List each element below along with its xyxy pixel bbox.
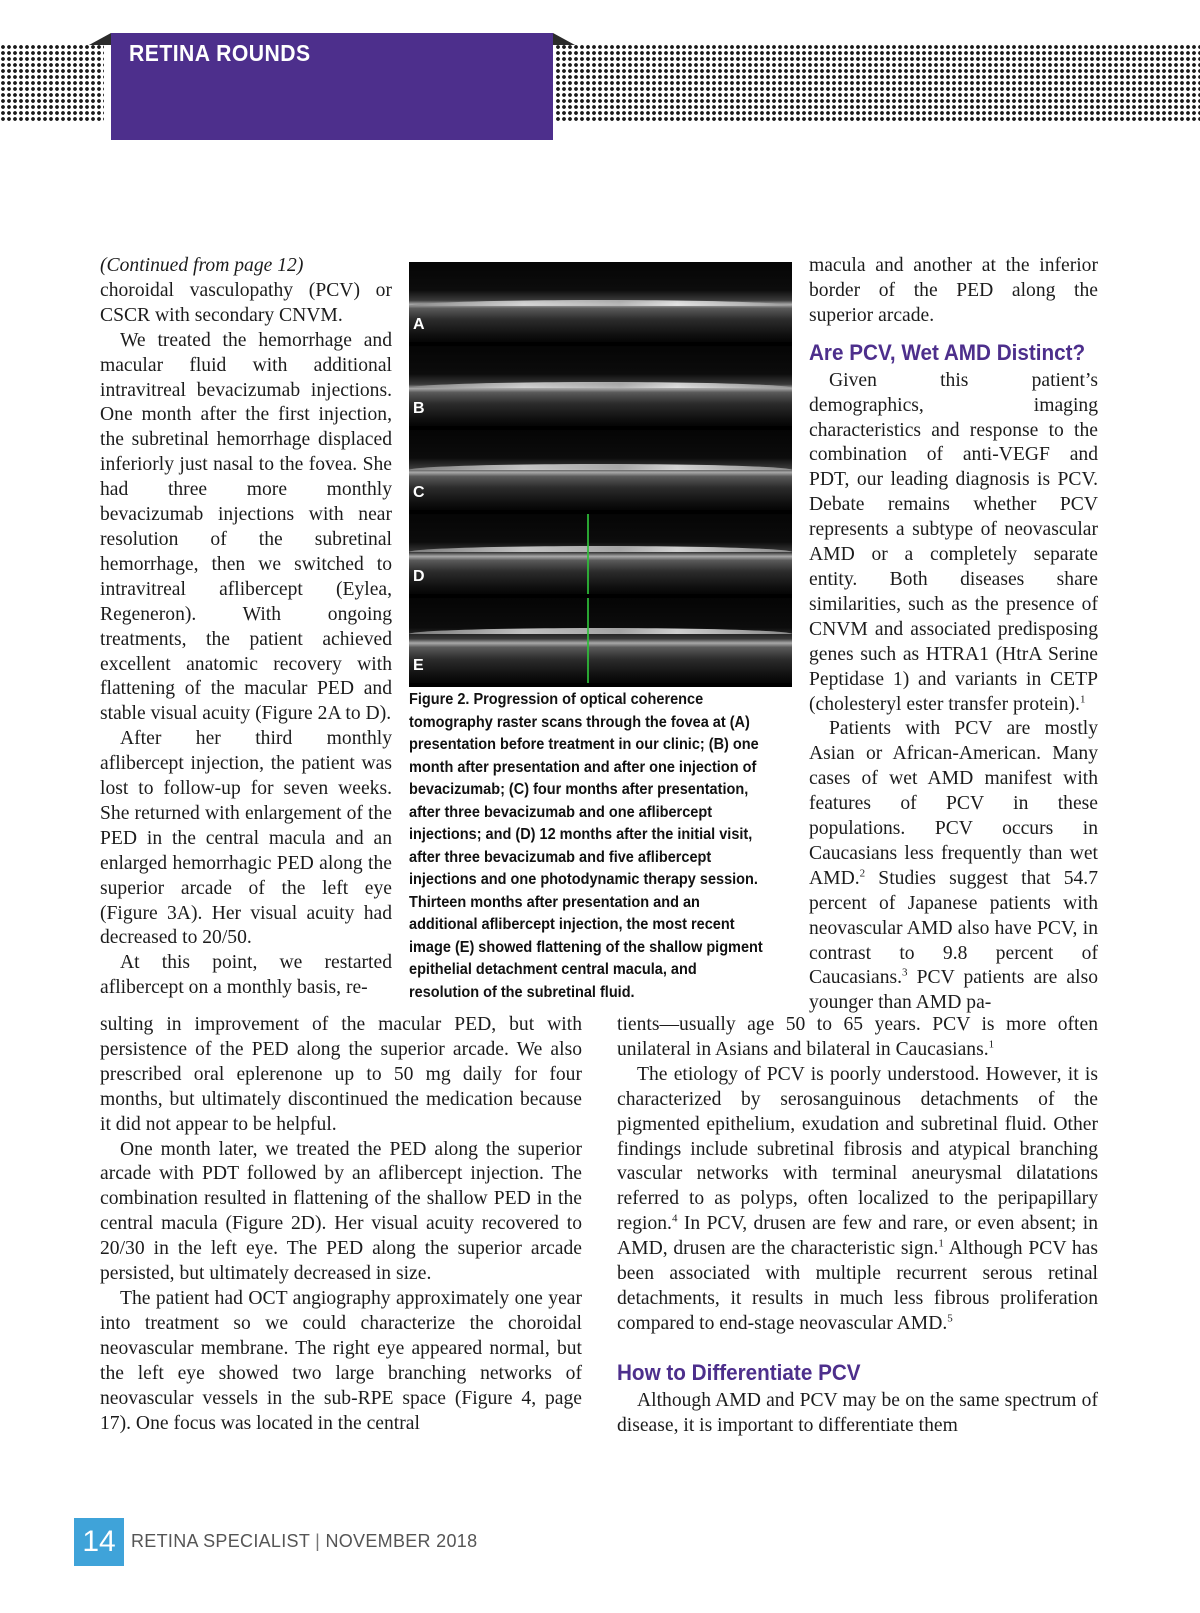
oct-scan-e [409,598,792,687]
section-heading: How to Differentiate PCV [617,1359,861,1385]
footer-separator: | [315,1531,321,1551]
right-column [809,254,1098,1016]
issue-date: NOVEMBER 2018 [325,1531,478,1551]
panel-label: B [413,400,425,417]
panel-label: D [413,568,425,585]
citation: 4 [671,1212,678,1225]
paragraph: The patient had OCT angiography approximately one year into treatment so we could characterize the choroidal neovascular membrane. The right eye appeared normal, but the left eye showed two large branching networks of neovascular vessels in the sub-RPE space (Figure 4, page 17). One focus was located in the central [100,1287,582,1434]
bottom-left-column [100,1013,582,1436]
section-heading: Are PCV, Wet AMD Distinct? [809,339,1086,365]
panel-label: E [413,657,424,674]
citation: 3 [902,966,908,979]
header-dot-pattern-right [555,44,1200,122]
page-number: 14 [74,1518,124,1566]
panel-label: C [413,484,425,501]
paragraph: Given this patient’s demographics, imaging characteristics and response to the combination of anti-VEGF and PDT, our leading diagnosis is PCV. Debate remains whether PCV represents a subtype of neovascular AMD or a completely separate entity. Both diseases share similarities, such as the presence of CNVM and associated predisposing genes such as HTRA1 (HtrA Serine Peptidase 1) and variants in CETP (cholesteryl ester transfer protein).$^1$ [809,369,1098,715]
paragraph: We treated the hemorrhage and macular fluid with additional intravitreal bevacizumab injections. One month after the first injection, the subretinal hemorrhage displaced inferiorly just nasal to the fovea. She had three more monthly bevacizumab injections with near resolution of the subretinal hemorrhage, then we switched to intravitreal aflibercept (Eylea, Regeneron). With ongoing treatments, the patient achieved excellent anatomic recovery with flattening of the macular PED and stable visual acuity (Figure 2A to D). [100,329,392,725]
oct-figure [409,262,792,687]
scan-marker-line [587,514,589,594]
citation: 1 [938,1237,944,1250]
citation: 1 [988,1038,995,1051]
left-column [100,254,392,1001]
header-fold-right [553,33,575,45]
paragraph: sulting in improvement of the macular PED, but with persistence of the PED along the superior arcade. We also prescribed oral eplerenone up to 50 mg daily for four months, but ultimately discontinued the medication because it did not appear to be helpful. [100,1014,582,1135]
paragraph: After her third monthly aflibercept injection, the patient was lost to follow-up for seven weeks. She returned with enlargement of the PED in the central macula and an enlarged hemorrhagic PED along the superior arcade of the left eye (Figure 3A). Her visual acuity had decreased to 20/50. [100,728,392,949]
section-title: RETINA ROUNDS [129,40,311,66]
paragraph: macula and another at the inferior border of the PED along the superior arcade. [809,255,1098,326]
panel-label: A [413,316,425,333]
continued-note: (Continued from page 12) [100,255,304,276]
citation: 1 [1079,692,1086,705]
bottom-right-column [617,1013,1098,1439]
paragraph: Patients with PCV are mostly Asian or African-American. Many cases of wet AMD manifest with features of PCV in these populations. PCV occurs in Caucasians less frequently than wet AMD.$^2$ Studies suggest that 54.7 percent of Japanese patients with neovascular AMD also have PCV, in contrast to 9.8 percent of Caucasians.$^3$ PCV patients are also younger than AMD pa- [809,718,1098,1014]
header-dot-pattern-left [0,44,104,122]
paragraph: Although AMD and PCV may be on the same spectrum of disease, it is important to differentiate them [617,1389,1098,1436]
oct-scan-d [409,514,792,598]
oct-scan-a [409,262,792,346]
paragraph: At this point, we restarted aflibercept on a monthly basis, re- [100,952,392,999]
paragraph: One month later, we treated the PED along the superior arcade with PDT followed by an aflibercept injection. The combination resulted in flattening of the shallow PED in the central macula (Figure 2D). Her visual acuity recovered to 20/30 in the left eye. The PED along the superior arcade persisted, but ultimately decreased in size. [100,1138,582,1285]
paragraph: tients—usually age 50 to 65 years. PCV is more often unilateral in Asians and bilateral in Caucasians.$^1$ [617,1014,1098,1060]
footer-publication [131,1531,477,1552]
paragraph: The etiology of PCV is poorly understood. However, it is characterized by serosanguinous detachments of the pigmented epithelium, exudation and subretinal fluid. Other findings include subretinal fibrosis and atypical branching vascular networks with terminal aneurysmal dilatations referred to as polyps, often localized to the peripapillary region.$^4$ In PCV, drusen are few and rare, or even absent; in AMD, drusen are the characteristic sign.$^1$ Although PCV has been associated with multiple recurrent serous retinal detachments, it results in much less fibrous proliferation compared to end-stage neovascular AMD.$^5$ [617,1063,1098,1334]
publication-name: RETINA SPECIALIST [131,1531,310,1551]
oct-scan-c [409,430,792,514]
citation: 2 [859,867,866,880]
oct-scan-b [409,346,792,430]
paragraph: choroidal vasculopathy (PCV) or CSCR with secondary CNVM. [100,279,392,326]
scan-marker-line [587,598,589,683]
citation: 5 [947,1312,953,1325]
figure-caption: Figure 2. Progression of optical coherence tomography raster scans through the fovea at (A) presentation before treatment in our clinic; (B) one month after presentation and after one injection of bevacizumab; (C) four months after presentation, after three bevacizumab and one aflibercept injections; and (D) 12 months after the initial visit, after three bevacizumab and five aflibercept injections and one photodynamic therapy session. Thirteen months after presentation and an additional aflibercept injection, the most recent image (E) showed flattening of the shallow pigment epithelial detachment central macula, and resolution of the subretinal fluid. [409,691,763,1001]
header-fold-left [89,33,111,45]
